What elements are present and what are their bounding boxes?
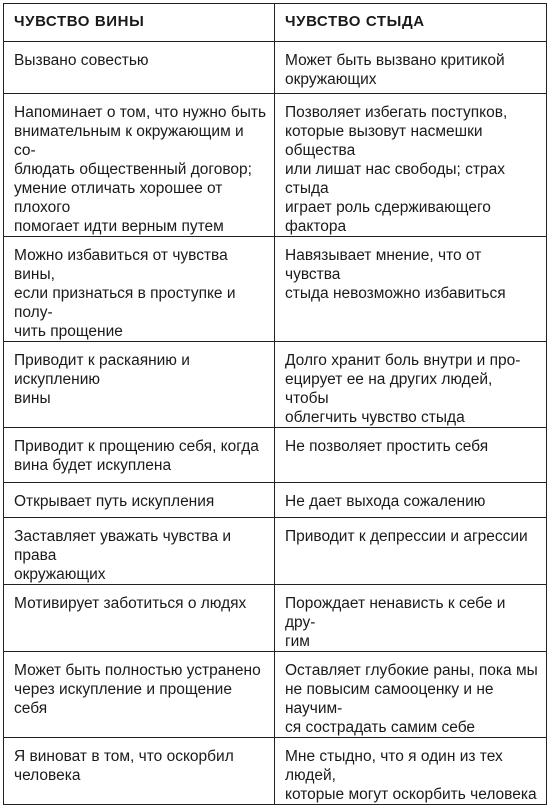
guilt-cell: Вызвано совестью <box>4 42 275 94</box>
table-row <box>4 652 547 738</box>
shame-cell: Может быть вызвано критикой окружающих <box>275 42 547 94</box>
guilt-cell: Приводит к раскаянию и искуплению вины <box>4 342 275 428</box>
table-row <box>4 342 547 428</box>
guilt-cell: Открывает путь искупления <box>4 483 275 518</box>
table-row <box>4 42 547 94</box>
header-shame: ЧУВСТВО СТЫДА <box>275 4 547 42</box>
table-row <box>4 94 547 237</box>
table-row <box>4 428 547 483</box>
guilt-cell: Может быть полностью устранено через искупление и прощение себя <box>4 652 275 738</box>
shame-cell: Не дает выхода сожалению <box>275 483 547 518</box>
shame-cell: Приводит к депрессии и агрессии <box>275 518 547 585</box>
guilt-cell: Можно избавиться от чувства вины, если признаться в проступке и полу- чить прощение <box>4 237 275 342</box>
guilt-cell: Мотивирует заботиться о людях <box>4 585 275 652</box>
table-row <box>4 585 547 652</box>
guilt-cell: Заставляет уважать чувства и права окружающих <box>4 518 275 585</box>
table-header-row <box>4 4 547 42</box>
guilt-cell: Напоминает о том, что нужно быть внимательным к окружающим и со- блюдать общественный договор; умение отличать хорошее от плохого помогает идти верным путем <box>4 94 275 237</box>
table-row <box>4 237 547 342</box>
guilt-shame-comparison-table <box>3 3 547 805</box>
table-row <box>4 738 547 805</box>
shame-cell: Оставляет глубокие раны, пока мы не повысим самооценку и не научим- ся сострадать самим себе <box>275 652 547 738</box>
shame-cell: Не позволяет простить себя <box>275 428 547 483</box>
table-row <box>4 483 547 518</box>
header-guilt: ЧУВСТВО ВИНЫ <box>4 4 275 42</box>
guilt-cell: Я виноват в том, что оскорбил человека <box>4 738 275 805</box>
shame-cell: Позволяет избегать поступков, которые вызовут насмешки общества или лишат нас свободы; страх стыда играет роль сдерживающего фактора <box>275 94 547 237</box>
shame-cell: Порождает ненависть к себе и дру- гим <box>275 585 547 652</box>
shame-cell: Долго хранит боль внутри и про- ецирует ее на других людей, чтобы облегчить чувство стыда <box>275 342 547 428</box>
guilt-cell: Приводит к прощению себя, когда вина будет искуплена <box>4 428 275 483</box>
shame-cell: Мне стыдно, что я один из тех людей, которые могут оскорбить человека <box>275 738 547 805</box>
table-row <box>4 518 547 585</box>
shame-cell: Навязывает мнение, что от чувства стыда невозможно избавиться <box>275 237 547 342</box>
